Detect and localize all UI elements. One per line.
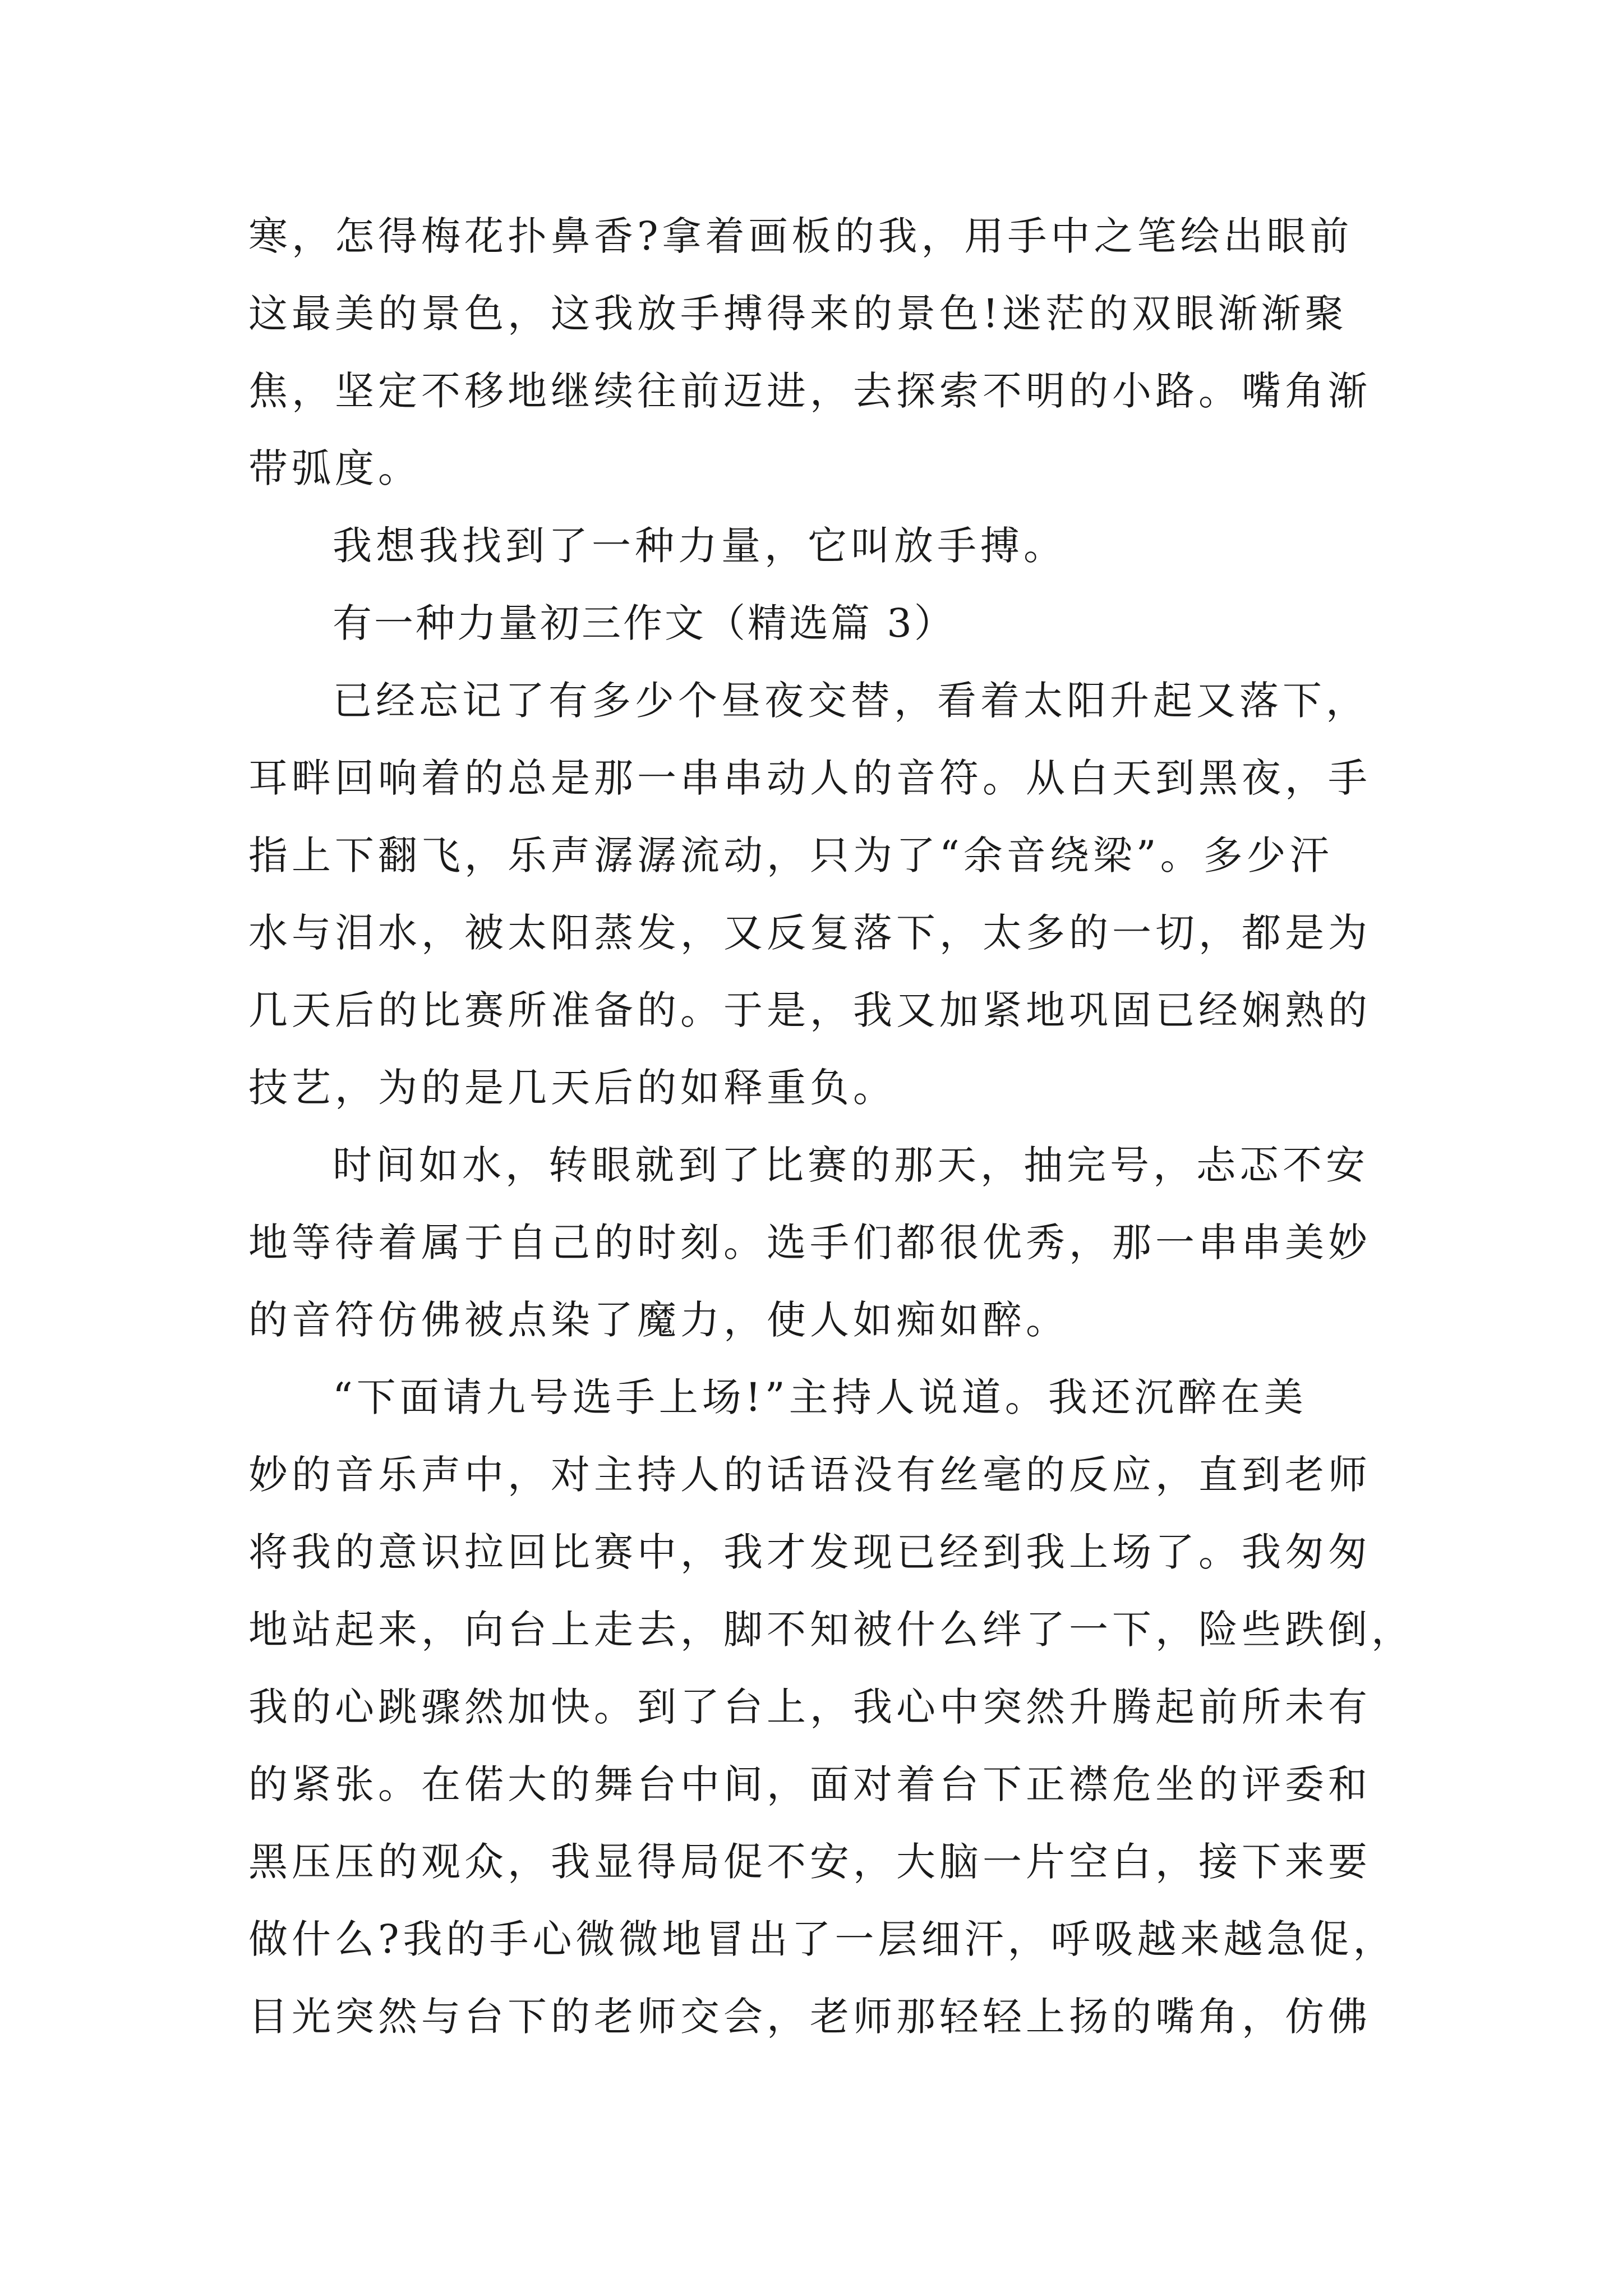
text-line: 我的心跳骤然加快。到了台上，我心中突然升腾起前所未有 xyxy=(248,1684,1371,1730)
text-line: 做什么?我的手心微微地冒出了一层细汗，呼吸越来越急促， xyxy=(248,1916,1396,1962)
text-line: 黑压压的观众，我显得局促不安，大脑一片空白，接下来要 xyxy=(248,1839,1371,1885)
text-line: 妙的音乐声中，对主持人的话语没有丝毫的反应，直到老师 xyxy=(248,1452,1371,1498)
paragraph-competition-day xyxy=(248,1126,1381,1359)
paragraph-on-stage xyxy=(248,1359,1414,2055)
text-line: 我想我找到了一种力量，它叫放手搏。 xyxy=(333,523,1067,569)
document-body xyxy=(248,197,1414,2055)
text-line: 时间如水，转眼就到了比赛的那天，抽完号，忐忑不安 xyxy=(333,1142,1369,1188)
section-heading xyxy=(248,585,1381,662)
text-line: 的紧张。在偌大的舞台中间，面对着台下正襟危坐的评委和 xyxy=(248,1761,1371,1807)
text-line: 带弧度。 xyxy=(248,445,421,491)
text-line: 寒，怎得梅花扑鼻香?拿着画板的我，用手中之笔绘出眼前 xyxy=(248,213,1353,259)
text-line: 的音符仿佛被点染了魔力，使人如痴如醉。 xyxy=(248,1297,1069,1343)
text-line: 水与泪水，被太阳蒸发，又反复落下，太多的一切，都是为 xyxy=(248,910,1371,956)
text-line: 将我的意识拉回比赛中，我才发现已经到我上场了。我匆匆 xyxy=(248,1529,1371,1575)
paragraph-continuation xyxy=(248,197,1381,507)
text-line: “下面请九号选手上场!”主持人说道。我还沉醉在美 xyxy=(333,1374,1307,1420)
text-line: 目光突然与台下的老师交会，老师那轻轻上扬的嘴角，仿佛 xyxy=(248,1994,1371,2040)
text-line: 耳畔回响着的总是那一串串动人的音符。从白天到黑夜，手 xyxy=(248,755,1371,801)
text-line: 已经忘记了有多少个昼夜交替，看着太阳升起又落下， xyxy=(333,678,1369,724)
text-line: 指上下翻飞，乐声潺潺流动，只为了“余音绕梁”。多少汗 xyxy=(248,832,1333,878)
paragraph-practice xyxy=(248,662,1381,1126)
text-line: 焦，坚定不移地继续往前迈进，去探索不明的小路。嘴角渐 xyxy=(248,368,1371,414)
text-line: 地等待着属于自己的时刻。选手们都很优秀，那一串串美妙 xyxy=(248,1220,1371,1266)
paragraph-power xyxy=(248,507,1381,585)
text-line: 技艺，为的是几天后的如释重负。 xyxy=(248,1065,896,1111)
text-line: 这最美的景色，这我放手搏得来的景色!迷茫的双眼渐渐聚 xyxy=(248,291,1348,337)
section-title: 有一种力量初三作文（精选篇 3） xyxy=(333,600,956,646)
text-line: 地站起来，向台上走去，脚不知被什么绊了一下，险些跌倒， xyxy=(248,1607,1414,1653)
text-line: 几天后的比赛所准备的。于是，我又加紧地巩固已经娴熟的 xyxy=(248,987,1371,1033)
